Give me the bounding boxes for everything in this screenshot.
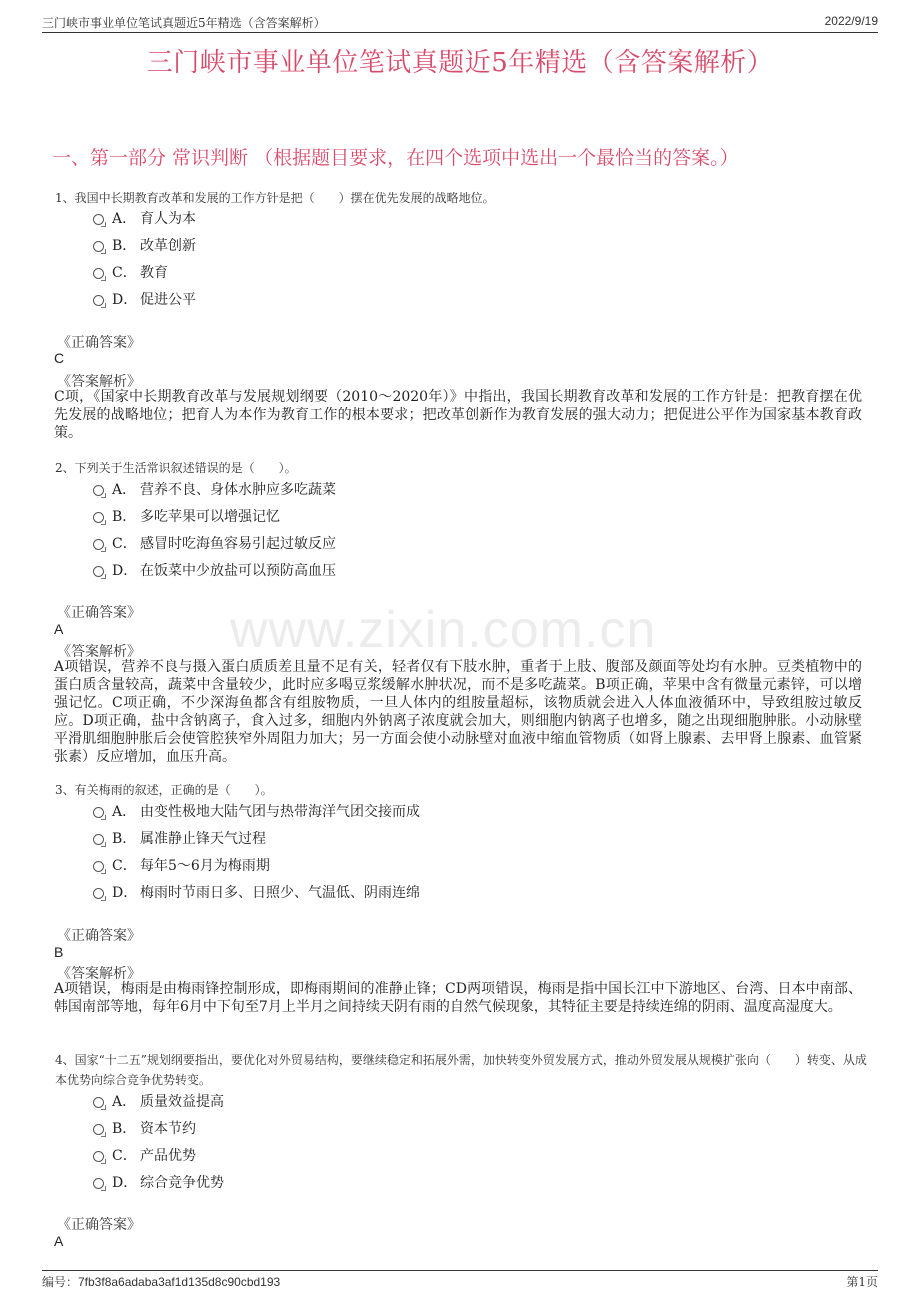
option-b[interactable]: B． 资本节约 (93, 1118, 196, 1138)
answer-label: 《正确答案》 (57, 605, 141, 621)
answer-label: 《正确答案》 (57, 1217, 141, 1233)
option-d[interactable]: D． 综合竞争优势 (93, 1172, 224, 1192)
radio-icon[interactable] (93, 1097, 104, 1108)
option-a[interactable]: A． 由变性极地大陆气团与热带海洋气团交接而成 (93, 801, 420, 821)
header-doc-title: 三门峡市事业单位笔试真题近5年精选（含答案解析） (42, 16, 326, 30)
analysis-text: A项错误，梅雨是由梅雨锋控制形成，即梅雨期间的准静止锋；CD两项错误，梅雨是指中国长江中下游地区、台湾、日本中南部、韩国南部等地，每年6月中下旬至7月上半月之间持续天阴有雨的自然气候现象，其特征主要是持续连绵的阴雨、温度高湿度大。 (54, 981, 862, 1015)
analysis-text: A项错误，营养不良与摄入蛋白质质差且量不足有关，轻者仅有下肢水肿，重者于上肢、腹部及颜面等处均有水肿。豆类植物中的蛋白质含量较高，蔬菜中含量较少，此时应多喝豆浆缓解水肿状况，而不是多吃蔬菜。B项正确，苹果中含有微量元素锌，可以增强记忆。C项正确，不少深海鱼都含有组胺物质，一旦人体内的组胺量超标，该物质就会进入人体血液循环中，导致组胺过敏反应。D项正确，盐中含钠离子，食入过多，细胞内外钠离子浓度就会加大，则细胞内钠离子也增多，随之出现细胞肿胀。小动脉壁平滑肌细胞肿胀后会使管腔狭窄外周阻力加大；另一方面会使小动脉壁对血液中缩血管物质（如肾上腺素、去甲肾上腺素、血管紧张素）反应增加，血压升高。 (54, 659, 862, 765)
section-title: 一、第一部分 常识判断 （根据题目要求，在四个选项中选出一个最恰当的答案。） (52, 147, 739, 169)
option-d[interactable]: D． 促进公平 (93, 289, 196, 309)
radio-icon[interactable] (93, 485, 104, 496)
radio-icon[interactable] (93, 512, 104, 523)
option-c[interactable]: C． 教育 (93, 262, 168, 282)
answer-label: 《正确答案》 (57, 928, 141, 944)
option-d[interactable]: D． 在饭菜中少放盐可以预防高血压 (93, 560, 336, 580)
radio-icon[interactable] (93, 268, 104, 279)
document-title: 三门峡市事业单位笔试真题近5年精选（含答案解析） (146, 48, 774, 78)
option-d[interactable]: D． 梅雨时节雨日多、日照少、气温低、阴雨连绵 (93, 882, 420, 902)
radio-icon[interactable] (93, 807, 104, 818)
radio-icon[interactable] (93, 888, 104, 899)
radio-icon[interactable] (93, 861, 104, 872)
option-b[interactable]: B． 改革创新 (93, 235, 196, 255)
option-b[interactable]: B． 属准静止锋天气过程 (93, 828, 266, 848)
header-date: 2022/9/19 (824, 14, 878, 28)
analysis-text: C项，《国家中长期教育改革与发展规划纲要（2010～2020年）》中指出，我国长期教育改革和发展的工作方针是：把教育摆在优先发展的战略地位；把育人为本作为教育工作的根本要求；把改革创新作为教育发展的强大动力；把促进公平作为国家基本教育政策。 (54, 389, 862, 441)
answer-value: C (54, 350, 65, 366)
radio-icon[interactable] (93, 1178, 104, 1189)
question-text: 2、下列关于生活常识叙述错误的是（ ）。 (55, 461, 297, 475)
radio-icon[interactable] (93, 566, 104, 577)
option-c[interactable]: C． 每年5～6月为梅雨期 (93, 855, 270, 875)
option-a[interactable]: A． 质量效益提高 (93, 1091, 224, 1111)
answer-value: A (54, 621, 64, 637)
option-b[interactable]: B． 多吃苹果可以增强记忆 (93, 506, 280, 526)
question-text: 4、国家“十二五”规划纲要指出，要优化对外贸易结构，要继续稳定和拓展外需，加快转变外贸发展方式，推动外贸发展从规模扩张向（ ）转变、从成本优势向综合竞争优势转变。 (55, 1053, 867, 1087)
radio-icon[interactable] (93, 214, 104, 225)
answer-value: A (54, 1233, 64, 1249)
option-c[interactable]: C． 感冒时吃海鱼容易引起过敏反应 (93, 533, 336, 553)
analysis-label: 《答案解析》 (57, 374, 141, 390)
analysis-label: 《答案解析》 (57, 644, 141, 660)
radio-icon[interactable] (93, 834, 104, 845)
option-a[interactable]: A． 育人为本 (93, 208, 196, 228)
watermark: www.zixin.com.cn (230, 601, 657, 659)
question-text: 3、有关梅雨的叙述，正确的是（ ）。 (55, 783, 273, 797)
question-text: 1、我国中长期教育改革和发展的工作方针是把（ ）摆在优先发展的战略地位。 (55, 191, 495, 205)
option-c[interactable]: C． 产品优势 (93, 1145, 196, 1165)
answer-label: 《正确答案》 (57, 335, 141, 351)
page-number: 第1页 (846, 1275, 878, 1289)
radio-icon[interactable] (93, 295, 104, 306)
radio-icon[interactable] (93, 241, 104, 252)
page-header (42, 12, 878, 33)
analysis-label: 《答案解析》 (57, 966, 141, 982)
answer-value: B (54, 944, 64, 960)
page-footer (42, 1270, 878, 1291)
radio-icon[interactable] (93, 1151, 104, 1162)
radio-icon[interactable] (93, 1124, 104, 1135)
document-id: 编号：7fb3f8a6adaba3af1d135d8c90cbd193 (42, 1275, 281, 1289)
radio-icon[interactable] (93, 539, 104, 550)
option-a[interactable]: A． 营养不良、身体水肿应多吃蔬菜 (93, 479, 336, 499)
